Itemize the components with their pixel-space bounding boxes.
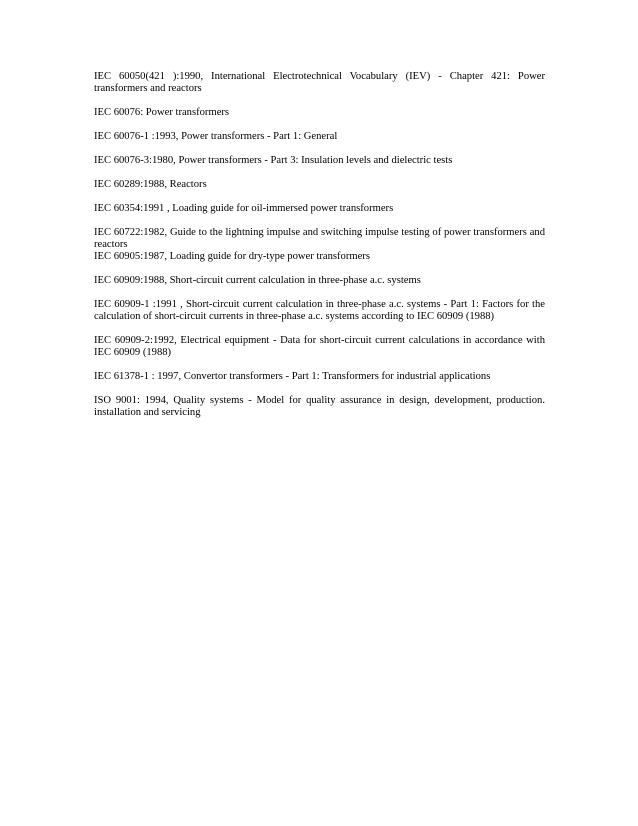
reference-item: IEC 60909-2:1992, Electrical equipment - Data for short-circuit current calculations in accordance with IEC 60909 (1988) [94,335,545,358]
reference-item: IEC 61378-1 : 1997, Convertor transformers - Part 1: Transformers for industrial applications [94,371,491,382]
reference-item: IEC 60050(421 ):1990, International Electrotechnical Vocabulary (IEV) - Chapter 421: Power transformers and reactors [94,71,545,94]
reference-item: IEC 60076-1 :1993, Power transformers - Part 1: General [94,131,338,142]
reference-item: IEC 60076-3:1980, Power transformers - Part 3: Insulation levels and dielectric tests [94,155,453,166]
reference-item: IEC 60722:1982, Guide to the lightning impulse and switching impulse testing of power transformers and reactors [94,227,545,250]
reference-item: IEC 60289:1988, Reactors [94,179,207,190]
reference-item: ISO 9001: 1994, Quality systems - Model for quality assurance in design, development, production. installation and servicing [94,395,545,418]
reference-item: IEC 60909:1988, Short-circuit current calculation in three-phase a.c. systems [94,275,421,286]
reference-item: IEC 60905:1987, Loading guide for dry-type power transformers [94,251,370,262]
reference-item: IEC 60076: Power transformers [94,107,230,118]
reference-item: IEC 60909-1 :1991 , Short-circuit current calculation in three-phase a.c. systems - Part 1: Factors for the calculation of short-circuit currents in three-phase a.c. systems according to IEC 60909 (1988) [94,299,545,322]
reference-list [94,71,545,431]
reference-item: IEC 60354:1991 , Loading guide for oil-immersed power transformers [94,203,394,214]
